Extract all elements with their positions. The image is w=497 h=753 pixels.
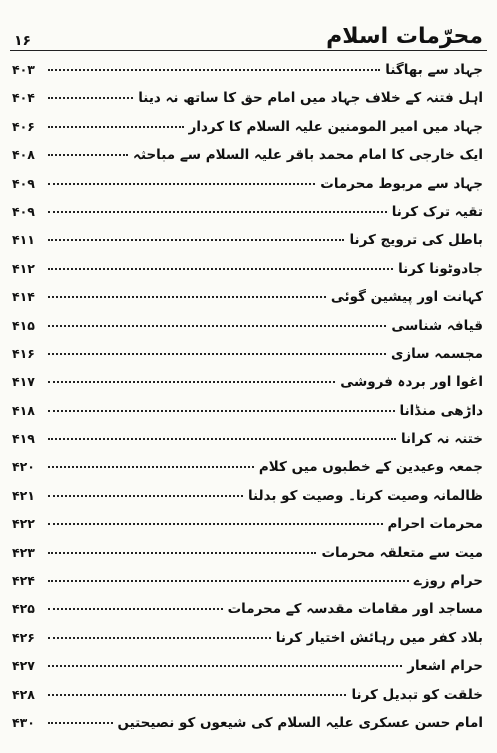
toc-entry-title: ختنہ نہ کرانا bbox=[400, 431, 483, 448]
toc-entry-page: ۴۱۹ bbox=[12, 431, 35, 447]
toc-entry-page: ۴۰۶ bbox=[12, 118, 35, 134]
dot-leader bbox=[48, 268, 393, 270]
toc-entry bbox=[12, 658, 483, 686]
toc-entry-page: ۴۱۵ bbox=[12, 317, 35, 333]
dot-leader bbox=[48, 211, 387, 213]
toc-entry-page: ۴۲۴ bbox=[12, 573, 35, 589]
toc-entry-title: جہاد میں امیر المومنین علیہ السلام کا کردار bbox=[188, 118, 483, 135]
page-header bbox=[14, 12, 483, 48]
toc-entry bbox=[12, 346, 483, 374]
toc-entry-page: ۴۱۸ bbox=[12, 402, 35, 418]
toc-entry bbox=[12, 147, 483, 175]
header-rule bbox=[10, 50, 487, 51]
dot-leader bbox=[48, 637, 271, 639]
toc-entry bbox=[12, 573, 483, 601]
toc-entry-page: ۴۰۴ bbox=[12, 90, 35, 106]
toc-entry-title: اہل فتنہ کے خلاف جہاد میں امام حق کا ساتھ نہ دینا bbox=[138, 90, 483, 107]
toc-entry bbox=[12, 119, 483, 147]
toc-entry bbox=[12, 630, 483, 658]
toc-entry-title: قیافہ شناسی bbox=[391, 317, 483, 334]
toc-entry-title: جمعہ وعیدین کے خطبوں میں کلام bbox=[258, 459, 483, 476]
dot-leader bbox=[48, 608, 223, 610]
toc-entry-title: اغوا اور بردہ فروشی bbox=[340, 374, 483, 391]
dot-leader bbox=[48, 239, 344, 241]
toc-entry-title: محرمات احرام bbox=[387, 516, 483, 533]
toc-entry-page: ۴۱۲ bbox=[12, 260, 35, 276]
dot-leader bbox=[48, 154, 128, 156]
toc-entry-title: خلقت کو تبدیل کرنا bbox=[351, 686, 483, 703]
toc-entry-page: ۴۱۶ bbox=[12, 345, 35, 361]
dot-leader bbox=[48, 466, 254, 468]
toc-entry-page: ۴۰۹ bbox=[12, 203, 35, 219]
dot-leader bbox=[48, 410, 395, 412]
dot-leader bbox=[48, 523, 383, 525]
toc-entry-page: ۴۲۱ bbox=[12, 487, 35, 503]
dot-leader bbox=[48, 183, 315, 185]
toc-entry bbox=[12, 204, 483, 232]
dot-leader bbox=[48, 353, 386, 355]
toc-entry bbox=[12, 374, 483, 402]
dot-leader bbox=[48, 126, 184, 128]
table-of-contents bbox=[12, 62, 483, 743]
toc-entry-page: ۴۲۰ bbox=[12, 459, 35, 475]
dot-leader bbox=[48, 381, 335, 383]
toc-entry-title: حرام روزے bbox=[413, 573, 483, 590]
toc-entry-page: ۴۱۷ bbox=[12, 374, 35, 390]
toc-entry bbox=[12, 318, 483, 346]
toc-entry-title: ایک خارجی کا امام محمد باقر علیہ السلام سے مباحثہ bbox=[133, 147, 483, 164]
toc-entry bbox=[12, 459, 483, 487]
toc-entry bbox=[12, 488, 483, 516]
dot-leader bbox=[48, 97, 133, 99]
toc-entry-title: باطل کی ترویج کرنا bbox=[349, 232, 483, 249]
toc-entry-page: ۴۲۶ bbox=[12, 629, 35, 645]
toc-entry bbox=[12, 289, 483, 317]
toc-entry bbox=[12, 62, 483, 90]
toc-entry-title: مساجد اور مقامات مقدسہ کے محرمات bbox=[227, 601, 483, 618]
toc-entry-page: ۴۲۳ bbox=[12, 544, 35, 560]
toc-entry-title: کہانت اور پیشین گوئی bbox=[330, 289, 483, 306]
toc-entry bbox=[12, 601, 483, 629]
toc-entry bbox=[12, 261, 483, 289]
toc-entry bbox=[12, 403, 483, 431]
toc-entry bbox=[12, 516, 483, 544]
dot-leader bbox=[48, 722, 113, 724]
toc-entry-title: حرام اشعار bbox=[407, 658, 483, 675]
toc-entry bbox=[12, 687, 483, 715]
toc-entry-title: ظالمانہ وصیت کرنا۔ وصیت کو بدلنا bbox=[247, 487, 483, 504]
dot-leader bbox=[48, 552, 316, 554]
page-number: ۱۶ bbox=[14, 33, 32, 49]
toc-entry-title: مجسمہ سازی bbox=[391, 345, 483, 362]
toc-entry-title: امام حسن عسکری علیہ السلام کی شیعوں کو نصیحتیں bbox=[117, 714, 483, 731]
toc-entry-page: ۴۰۸ bbox=[12, 147, 35, 163]
toc-entry bbox=[12, 545, 483, 573]
dot-leader bbox=[48, 665, 402, 667]
toc-entry bbox=[12, 176, 483, 204]
dot-leader bbox=[48, 438, 396, 440]
toc-entry-title: جادوٹونا کرنا bbox=[398, 260, 483, 277]
toc-entry-title: جہاد سے مربوط محرمات bbox=[320, 175, 483, 192]
toc-entry-page: ۴۳۰ bbox=[12, 714, 35, 730]
toc-entry-page: ۴۱۴ bbox=[12, 289, 35, 305]
toc-entry-title: جہاد سے بھاگنا bbox=[385, 62, 483, 78]
toc-entry-page: ۴۰۹ bbox=[12, 175, 35, 191]
toc-entry bbox=[12, 232, 483, 260]
dot-leader bbox=[48, 580, 409, 582]
toc-entry bbox=[12, 715, 483, 743]
book-title: محرّمات اسلام bbox=[326, 24, 483, 49]
dot-leader bbox=[48, 495, 243, 497]
toc-entry-page: ۴۱۱ bbox=[12, 232, 35, 248]
toc-entry-page: ۴۰۳ bbox=[12, 62, 35, 77]
toc-entry-page: ۴۲۷ bbox=[12, 658, 35, 674]
toc-entry-page: ۴۲۲ bbox=[12, 516, 35, 532]
toc-entry-title: بلاد کفر میں رہائش اختیار کرنا bbox=[275, 629, 483, 646]
dot-leader bbox=[48, 296, 326, 298]
toc-entry bbox=[12, 431, 483, 459]
toc-entry bbox=[12, 90, 483, 118]
dot-leader bbox=[48, 69, 380, 71]
toc-entry-title: میت سے متعلقہ محرمات bbox=[321, 544, 483, 561]
dot-leader bbox=[48, 325, 386, 327]
toc-entry-page: ۴۲۸ bbox=[12, 686, 35, 702]
toc-entry-page: ۴۲۵ bbox=[12, 601, 35, 617]
toc-entry-title: تقیہ ترک کرنا bbox=[391, 203, 483, 220]
dot-leader bbox=[48, 694, 346, 696]
toc-entry-title: داڑھی منڈانا bbox=[399, 402, 483, 419]
